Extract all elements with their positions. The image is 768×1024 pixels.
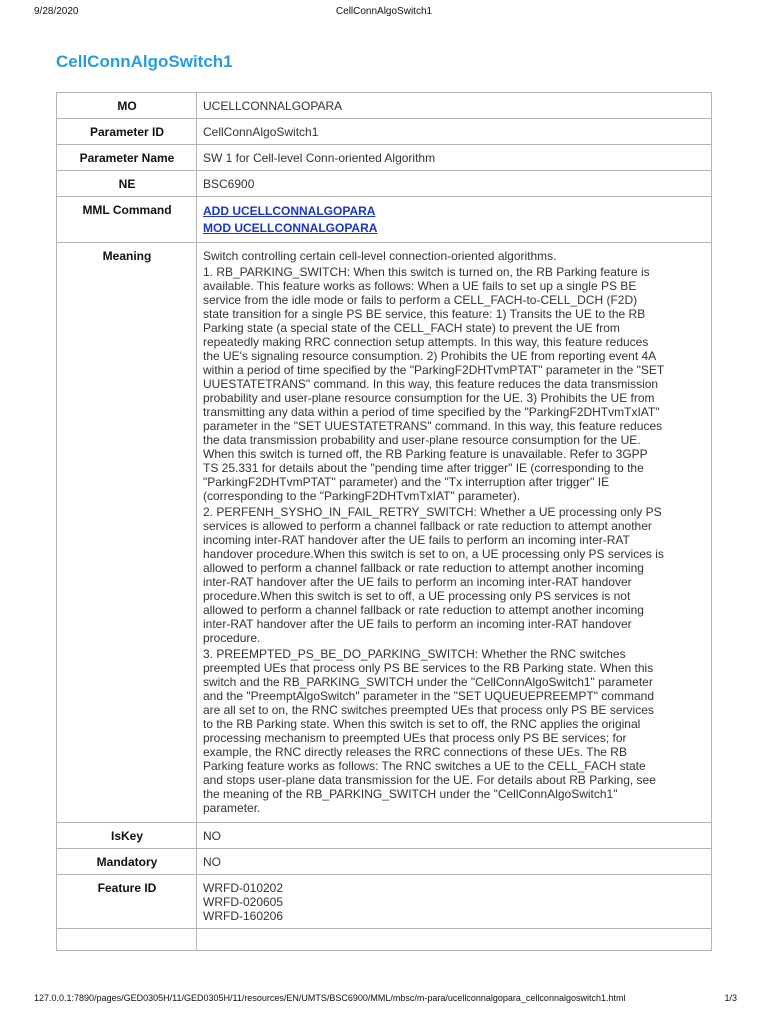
mod-command-link[interactable]: MOD UCELLCONNALGOPARA <box>203 221 378 235</box>
meaning-line: the meaning of the RB_PARKING_SWITCH under the "CellConnAlgoSwitch1" <box>203 787 618 801</box>
meaning-line: incoming inter-RAT handover after the UE fails to perform an incoming inter-RAT <box>203 533 630 547</box>
meaning-line: inter-RAT handover after the UE fails to perform an incoming inter-RAT handover <box>203 617 632 631</box>
page-number: 1/3 <box>724 993 737 1003</box>
meaning-line: service from the idle mode or fails to perform a CELL_FACH-to-CELL_DCH (F2D) <box>203 293 638 307</box>
table-row-parameter-id <box>57 119 712 145</box>
row-value: NO <box>197 849 712 875</box>
row-value: SW 1 for Cell-level Conn-oriented Algorithm <box>197 145 712 171</box>
meaning-line: and the "PreemptAlgoSwitch" parameter in the "SET UQUEUEPREEMPT" command <box>203 689 654 703</box>
meaning-line: available. This feature works as follows: When a UE fails to set up a single PS BE <box>203 279 637 293</box>
table-row-mo <box>57 93 712 119</box>
print-header <box>0 6 768 22</box>
meaning-text <box>197 243 712 823</box>
meaning-line: Parking feature works as follows: The RNC switches a UE to the CELL_FACH state <box>203 759 646 773</box>
meaning-line: 2. PERFENH_SYSHO_IN_FAIL_RETRY_SWITCH: Whether a UE processing only PS <box>203 505 662 519</box>
print-date: 9/28/2020 <box>34 6 79 17</box>
table-row-meaning <box>57 243 712 823</box>
row-label: IsKey <box>57 823 197 849</box>
meaning-paragraph <box>203 265 706 503</box>
row-label: Meaning <box>57 243 197 823</box>
feature-id-item: WRFD-010202 <box>203 881 284 895</box>
meaning-line: the data transmission probability and user-plane resource consumption for the UE. <box>203 433 641 447</box>
row-label: Parameter Name <box>57 145 197 171</box>
row-label: NE <box>57 171 197 197</box>
row-value: UCELLCONNALGOPARA <box>197 93 712 119</box>
meaning-line: Switch controlling certain cell-level connection-oriented algorithms. <box>203 249 557 263</box>
meaning-line: "ParkingF2DHTvmPTAT" parameter) and the "Tx interruption after trigger" IE <box>203 475 610 489</box>
table-row-iskey <box>57 823 712 849</box>
meaning-line: allowed to perform a channel fallback or rate reduction to attempt another incoming <box>203 603 644 617</box>
page-title: CellConnAlgoSwitch1 <box>56 52 233 71</box>
table-row-feature-id <box>57 875 712 929</box>
table-row-mandatory <box>57 849 712 875</box>
meaning-line: preempted UEs that process only PS BE services to the RB Parking state. When this <box>203 661 654 675</box>
print-doc-title: CellConnAlgoSwitch1 <box>335 6 433 17</box>
meaning-paragraph <box>203 505 706 645</box>
meaning-line: are all set to on, the RNC switches preempted UEs that process only PS BE services <box>203 703 654 717</box>
print-footer <box>0 993 768 1007</box>
table-row-mml-command <box>57 197 712 243</box>
meaning-line: (corresponding to the "ParkingF2DHTvmTxIAT" parameter). <box>203 489 521 503</box>
meaning-line: processing mechanism to preempted UEs that process only PS BE services; for <box>203 731 627 745</box>
row-label: Mandatory <box>57 849 197 875</box>
row-value: NO <box>197 823 712 849</box>
footer-url: 127.0.0.1:7890/pages/GED0305H/11/GED0305H/11/resources/EN/UMTS/BSC6900/MML/mbsc/m-para/ucellconnalgopara_cellconnalgoswitch1.html <box>34 993 626 1003</box>
meaning-line: procedure.When this switch is set to off, a UE processing only PS services is not <box>203 589 631 603</box>
meaning-line: When this switch is turned off, the RB Parking feature is unavailable. Refer to 3GPP <box>203 447 648 461</box>
meaning-line: within a period of time specified by the "ParkingF2DHTvmPTAT" parameter in the "SET <box>203 363 665 377</box>
meaning-line: allowed to perform a channel fallback or rate reduction to attempt another incoming <box>203 561 644 575</box>
table-row-empty <box>57 929 712 951</box>
feature-id-item: WRFD-160206 <box>203 909 284 923</box>
row-value <box>197 197 712 243</box>
row-value <box>197 875 712 929</box>
row-label: MML Command <box>57 197 197 243</box>
meaning-paragraph <box>203 647 706 815</box>
row-label <box>57 929 197 951</box>
row-label: Feature ID <box>57 875 197 929</box>
meaning-line: the UE's signaling resource consumption. 2) Prohibits the UE from reporting event 4A <box>203 349 657 363</box>
table-row-parameter-name <box>57 145 712 171</box>
meaning-line: TS 25.331 for details about the "pending time after trigger" IE (corresponding to the <box>203 461 644 475</box>
meaning-line: procedure. <box>203 631 261 645</box>
feature-id-item: WRFD-020605 <box>203 895 284 909</box>
row-label: MO <box>57 93 197 119</box>
row-label: Parameter ID <box>57 119 197 145</box>
meaning-paragraph <box>203 249 706 263</box>
parameter-table <box>56 92 712 951</box>
meaning-line: parameter in the "SET UUESTATETRANS" command. In this way, this feature reduces <box>203 419 663 433</box>
row-value: CellConnAlgoSwitch1 <box>197 119 712 145</box>
meaning-line: example, the RNC directly releases the RRC connections of these UEs. The RB <box>203 745 627 759</box>
meaning-line: repeatedly making RRC connection setup attempts. In this way, this feature reduces <box>203 335 649 349</box>
meaning-line: services is allowed to perform a channel fallback or rate reduction to attempt another <box>203 519 652 533</box>
meaning-line: 3. PREEMPTED_PS_BE_DO_PARKING_SWITCH: Whether the RNC switches <box>203 647 626 661</box>
meaning-line: transmitting any data within a period of time specified by the "ParkingF2DHTvmTxIAT" <box>203 405 660 419</box>
meaning-line: probability and user-plane resource consumption for the UE. 3) Prohibits the UE from <box>203 391 655 405</box>
meaning-line: parameter. <box>203 801 261 815</box>
meaning-line: switch and the RB_PARKING_SWITCH under the "CellConnAlgoSwitch1" parameter <box>203 675 653 689</box>
row-value <box>197 929 712 951</box>
meaning-line: inter-RAT handover after the UE fails to perform an incoming inter-RAT handover <box>203 575 632 589</box>
meaning-line: UUESTATETRANS" command. In this way, this feature reduces the data transmission <box>203 377 659 391</box>
meaning-line: 1. RB_PARKING_SWITCH: When this switch is turned on, the RB Parking feature is <box>203 265 650 279</box>
meaning-line: to the RB Parking state. When this switch is set to off, the RNC applies the original <box>203 717 641 731</box>
table-row-ne <box>57 171 712 197</box>
meaning-line: handover procedure.When this switch is set to on, a UE processing only PS services is <box>203 547 664 561</box>
add-command-link[interactable]: ADD UCELLCONNALGOPARA <box>203 204 376 218</box>
meaning-line: state transition for a single PS BE service, this feature: 1) Transits the UE to the RB <box>203 307 646 321</box>
meaning-line: Parking state (a special state of the CELL_FACH state) to prevent the UE from <box>203 321 620 335</box>
row-value: BSC6900 <box>197 171 712 197</box>
meaning-line: and stops user-plane data transmission for the UE. For details about RB Parking, see <box>203 773 656 787</box>
